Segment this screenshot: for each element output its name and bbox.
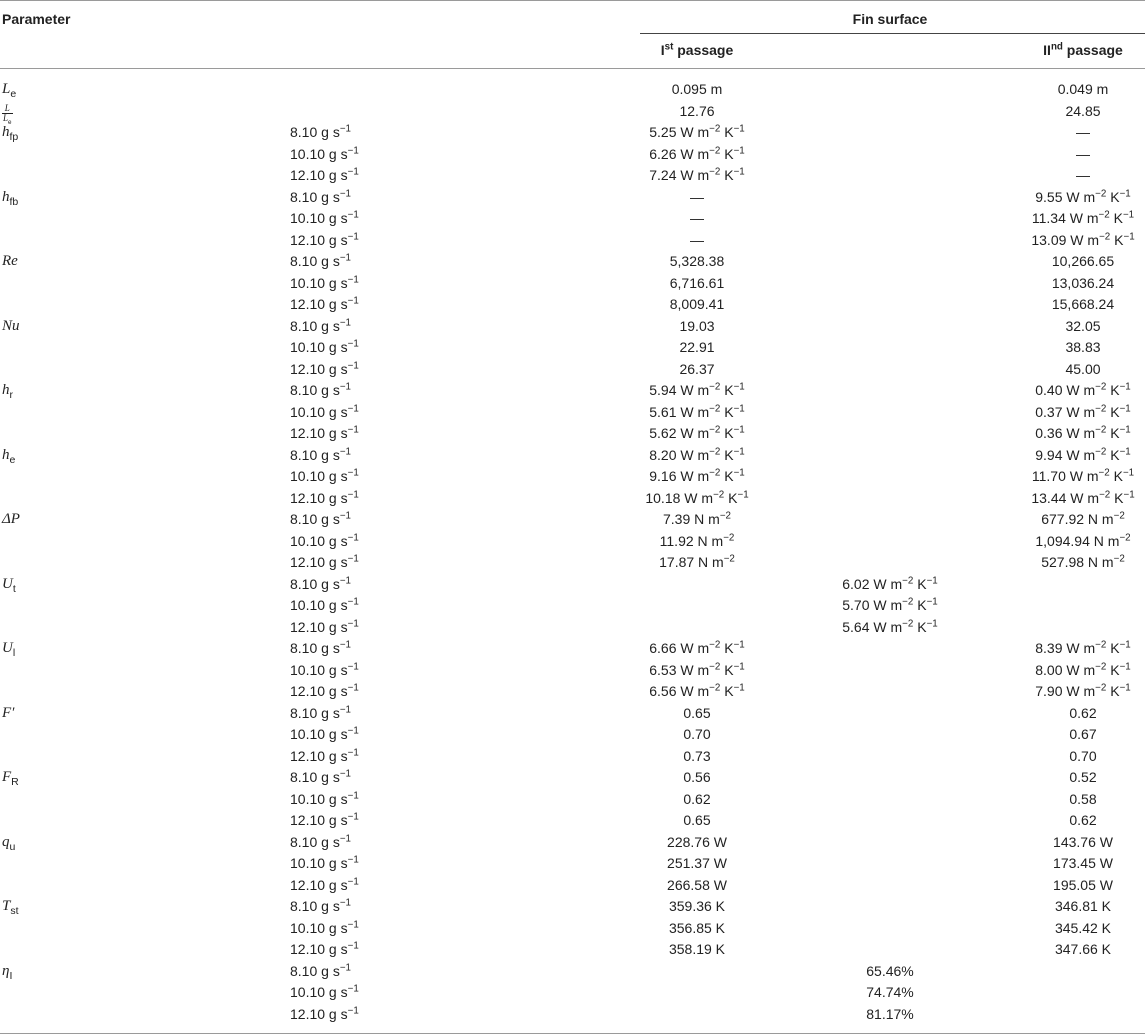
parameter-cell: $h_{fb}$ (2, 188, 19, 208)
flow-rate-cell: 12.10 g $s^{-1}$ (290, 746, 359, 764)
passage-1-value: 0.65 (683, 812, 711, 828)
flow-rate-cell: 12.10 g $s^{-1}$ (290, 359, 359, 377)
passage-2-value: 13.09 W $m^{-2}$ $K^{-1}$ (1031, 230, 1135, 248)
parameter-cell: $U_l$ (2, 640, 16, 659)
passage-1-value: 7.24 W $m^{-2}$ $K^{-1}$ (649, 166, 745, 183)
passage-1-value: 5.94 W $m^{-2}$ $K^{-1}$ (649, 381, 745, 398)
passage-2-value: 24.85 (1065, 102, 1101, 119)
passage-1-value: — (690, 231, 704, 248)
passage-2-value: 195.05 W (1053, 876, 1113, 893)
flow-rate-cell: 8.10 g $s^{-1}$ (290, 381, 351, 398)
flow-rate-cell: 10.10 g $s^{-1}$ (290, 725, 359, 742)
passage-1-value: — (690, 210, 704, 226)
passage-1-value: 6.53 W $m^{-2}$ $K^{-1}$ (649, 660, 745, 678)
flow-rate-cell: 8.10 g $s^{-1}$ (290, 897, 351, 914)
passage-1-value: 22.91 (679, 339, 715, 355)
merged-value: 5.70 W $m^{-2}$ $K^{-1}$ (842, 596, 938, 613)
passage-1-value: 5,328.38 (669, 253, 725, 269)
passage-2-value: 0.049 m (1057, 81, 1109, 97)
passage-1-value: 6.56 W $m^{-2}$ $K^{-1}$ (649, 682, 745, 699)
passage-2-value: — (1076, 124, 1090, 140)
flow-rate-cell: 10.10 g $s^{-1}$ (290, 983, 359, 1000)
passage-2-value: 0.36 W $m^{-2}$ $K^{-1}$ (1035, 424, 1131, 441)
flow-rate-cell: 8.10 g $s^{-1}$ (290, 187, 351, 205)
flow-rate-cell: 8.10 g $s^{-1}$ (290, 768, 351, 785)
flow-rate-cell: 8.10 g $s^{-1}$ (290, 639, 351, 656)
passage-2-value: 32.05 (1065, 317, 1101, 334)
flow-rate-cell: 10.10 g $s^{-1}$ (290, 918, 359, 936)
passage-1-value: 358.19 K (668, 941, 726, 957)
passage-1-value: 5.25 W $m^{-2}$ $K^{-1}$ (649, 123, 745, 140)
flow-rate-cell: 8.10 g $s^{-1}$ (290, 961, 351, 979)
passage-1-value: 12.76 (679, 102, 715, 119)
passage-2-value: 11.70 W $m^{-2}$ $K^{-1}$ (1031, 467, 1135, 484)
flow-rate-cell: 12.10 g $s^{-1}$ (290, 424, 359, 441)
passage-1-value: 6.26 W $m^{-2}$ $K^{-1}$ (649, 144, 745, 162)
passage-2-value: 347.66 K (1054, 941, 1112, 957)
passage-1-value: 9.16 W $m^{-2}$ $K^{-1}$ (649, 467, 745, 484)
flow-rate-cell: 12.10 g $s^{-1}$ (290, 295, 359, 312)
passage-2-value: 0.52 (1069, 769, 1097, 785)
flow-rate-cell: 8.10 g $s^{-1}$ (290, 252, 351, 269)
flow-rate-cell: 10.10 g $s^{-1}$ (290, 660, 359, 678)
passage-2-value: 173.45 W (1053, 855, 1113, 871)
flow-rate-cell: 10.10 g $s^{-1}$ (290, 338, 359, 355)
passage-1-value: 0.73 (683, 747, 711, 764)
flow-rate-cell: 12.10 g $s^{-1}$ (290, 488, 359, 506)
passage-1-value: 17.87 N $m^{-2}$ (659, 553, 735, 570)
passage-1-value: 0.70 (683, 726, 711, 742)
passage-2-value: 0.67 (1069, 726, 1097, 742)
passage-2-value: 0.62 (1069, 812, 1097, 828)
passage-2-value: 38.83 (1065, 339, 1101, 355)
passage-2-value: 1,094.94 N $m^{-2}$ (1035, 531, 1131, 549)
flow-rate-cell: 12.10 g $s^{-1}$ (290, 166, 359, 183)
passage-1-value: 5.62 W $m^{-2}$ $K^{-1}$ (649, 424, 745, 441)
passage-2-value: 8.39 W $m^{-2}$ $K^{-1}$ (1035, 639, 1131, 656)
flow-rate-cell: 12.10 g $s^{-1}$ (290, 811, 359, 828)
merged-value: 81.17% (866, 1005, 914, 1022)
flow-rate-cell: 8.10 g $s^{-1}$ (290, 832, 351, 850)
top-rule (0, 0, 1145, 1)
flow-rate-cell: 10.10 g $s^{-1}$ (290, 402, 359, 420)
parameter-cell: $\frac{L}{L_e}$ (3, 102, 12, 126)
flow-rate-cell: 10.10 g $s^{-1}$ (290, 854, 359, 871)
passage-2-value: 0.37 W $m^{-2}$ $K^{-1}$ (1035, 402, 1131, 420)
passage-1-value: 266.58 W (667, 876, 727, 893)
flow-rate-cell: 8.10 g $s^{-1}$ (290, 703, 351, 721)
parameter-cell: $h_{fp}$ (2, 124, 19, 143)
flow-rate-cell: 8.10 g $s^{-1}$ (290, 510, 351, 527)
passage-1-value: 356.85 K (668, 919, 726, 936)
flow-rate-cell: 8.10 g $s^{-1}$ (290, 123, 351, 140)
parameter-cell: Re (2, 253, 18, 269)
parameter-cell: F′ (2, 704, 15, 721)
parameter-cell: $T_{st}$ (2, 898, 19, 917)
passage-2-value: 0.58 (1069, 790, 1097, 807)
passage-2-value: 7.90 W $m^{-2}$ $K^{-1}$ (1035, 682, 1131, 699)
header-passage-2: IInd passage (1043, 41, 1123, 58)
parameter-cell: $U_t$ (2, 575, 16, 595)
passage-1-value: 0.65 (683, 704, 711, 721)
passage-2-value: — (1076, 167, 1090, 183)
passage-1-value: 11.92 N $m^{-2}$ (659, 531, 735, 549)
flow-rate-cell: 12.10 g $s^{-1}$ (290, 617, 359, 635)
passage-1-value: 359.36 K (668, 898, 726, 914)
parameter-cell: $h_r$ (2, 382, 13, 401)
merged-value: 6.02 W $m^{-2}$ $K^{-1}$ (842, 574, 938, 592)
passage-2-value: 8.00 W $m^{-2}$ $K^{-1}$ (1035, 660, 1131, 678)
passage-1-value: 0.56 (683, 769, 711, 785)
passage-1-value: 19.03 (679, 317, 715, 334)
merged-value: 65.46% (866, 962, 914, 979)
header-fin-surface: Fin surface (852, 11, 928, 27)
flow-rate-cell: 10.10 g $s^{-1}$ (290, 144, 359, 162)
passage-2-value: 10,266.65 (1051, 253, 1115, 269)
header-parameter: Parameter (2, 11, 71, 27)
flow-rate-cell: 12.10 g $s^{-1}$ (290, 553, 359, 570)
passage-2-value: 143.76 W (1053, 833, 1113, 850)
passage-2-value: — (1076, 145, 1090, 162)
passage-1-value: 26.37 (679, 360, 715, 377)
merged-value: 5.64 W $m^{-2}$ $K^{-1}$ (842, 617, 938, 635)
passage-1-value: — (690, 188, 704, 205)
flow-rate-cell: 10.10 g $s^{-1}$ (290, 789, 359, 807)
passage-2-value: 13,036.24 (1051, 274, 1115, 291)
passage-1-value: 7.39 N $m^{-2}$ (663, 510, 731, 527)
parameter-cell: Nu (2, 317, 20, 334)
passage-2-value: 13.44 W $m^{-2}$ $K^{-1}$ (1031, 488, 1135, 506)
flow-rate-cell: 8.10 g $s^{-1}$ (290, 445, 351, 463)
passage-2-value: 9.55 W $m^{-2}$ $K^{-1}$ (1035, 187, 1131, 205)
flow-rate-cell: 10.10 g $s^{-1}$ (290, 273, 359, 291)
passage-2-value: 9.94 W $m^{-2}$ $K^{-1}$ (1035, 445, 1131, 463)
bottom-rule (0, 1033, 1145, 1034)
passage-2-value: 11.34 W $m^{-2}$ $K^{-1}$ (1031, 209, 1135, 226)
merged-value: 74.74% (866, 984, 914, 1000)
passage-1-value: 8.20 W $m^{-2}$ $K^{-1}$ (649, 445, 745, 463)
passage-2-value: 677.92 N $m^{-2}$ (1041, 510, 1125, 527)
passage-1-value: 228.76 W (667, 833, 727, 850)
passage-2-value: 345.42 K (1054, 919, 1112, 936)
passage-1-value: 6,716.61 (669, 274, 725, 291)
parameter-cell: $L_e$ (2, 81, 17, 100)
passage-1-value: 0.095 m (671, 81, 723, 97)
flow-rate-cell: 10.10 g $s^{-1}$ (290, 209, 359, 226)
passage-2-value: 346.81 K (1054, 898, 1112, 914)
passage-1-value: 8,009.41 (669, 296, 725, 312)
passage-1-value: 5.61 W $m^{-2}$ $K^{-1}$ (649, 402, 745, 420)
passage-2-value: 0.40 W $m^{-2}$ $K^{-1}$ (1035, 381, 1131, 398)
flow-rate-cell: 10.10 g $s^{-1}$ (290, 596, 359, 613)
parameter-cell: ΔP (2, 511, 20, 527)
header-rule (0, 68, 1145, 69)
parameter-cell: $h_e$ (2, 446, 16, 466)
flow-rate-cell: 12.10 g $s^{-1}$ (290, 682, 359, 699)
passage-2-value: 15,668.24 (1051, 296, 1115, 312)
passage-1-value: 0.62 (683, 790, 711, 807)
passage-2-value: 527.98 N $m^{-2}$ (1041, 553, 1125, 570)
flow-rate-cell: 12.10 g $s^{-1}$ (290, 875, 359, 893)
parameter-cell: $q_u$ (2, 833, 16, 853)
flow-rate-cell: 8.10 g $s^{-1}$ (290, 316, 351, 334)
fin-surface-underline (640, 33, 1145, 34)
flow-rate-cell: 8.10 g $s^{-1}$ (290, 574, 351, 592)
passage-2-value: 0.62 (1069, 704, 1097, 721)
flow-rate-cell: 12.10 g $s^{-1}$ (290, 230, 359, 248)
passage-2-value: 0.70 (1069, 747, 1097, 764)
flow-rate-cell: 12.10 g $s^{-1}$ (290, 1004, 359, 1022)
passage-1-value: 10.18 W $m^{-2}$ $K^{-1}$ (645, 488, 749, 506)
header-passage-1: Ist passage (660, 41, 734, 58)
passage-2-value: 45.00 (1065, 360, 1101, 377)
flow-rate-cell: 10.10 g $s^{-1}$ (290, 531, 359, 549)
parameter-cell: $F_R$ (2, 769, 19, 788)
flow-rate-cell: 10.10 g $s^{-1}$ (290, 467, 359, 484)
passage-1-value: 6.66 W $m^{-2}$ $K^{-1}$ (649, 639, 745, 656)
flow-rate-cell: 12.10 g $s^{-1}$ (290, 940, 359, 957)
passage-1-value: 251.37 W (667, 855, 727, 871)
parameter-cell: $\eta_I$ (2, 962, 13, 982)
